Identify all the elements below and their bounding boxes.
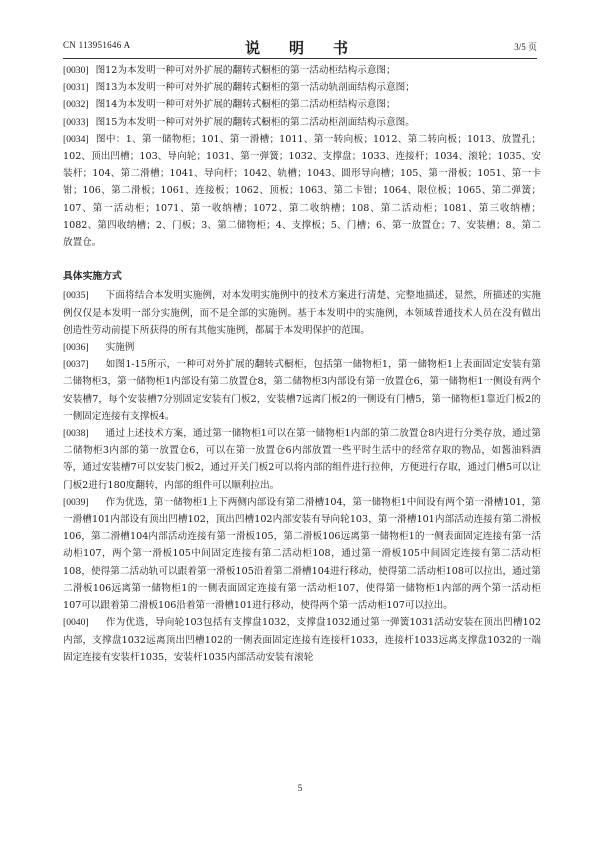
paragraph-number: [0031] bbox=[63, 82, 89, 94]
paragraph bbox=[63, 494, 541, 614]
document-id: CN 113951646 A bbox=[63, 40, 131, 50]
paragraph-text: 图14为本发明一种可对外扩展的翻转式橱柜的第二活动柜结构示意图； bbox=[95, 99, 396, 111]
paragraph-text: 图中：1、第一储物柜；101、第一滑槽；1011、第一转向板；1012、第二转向板；1013、放置孔；102、顶出凹槽；103、导向轮；1031、第一弹簧；1032、支撑盘；1033、连接杆；1034、滚轮；1035、安装杆；104、第二滑槽；1041、导向杆；1042、轨槽；1043、圆形导向槽；105、第一滑板；1051、第一卡钳；106、第二滑板；1061、连接板；1062、顶板；1063、第二卡钳；1064、限位板；1065、第二弹簧；107、第一活动柜；1071、第一收纳槽；1072、第二收纳槽；108、第二活动柜；1081、第三收纳槽；1082、第四收纳槽；2、门板；3、第二储物柜；4、支撑板；5、门槽；6、第一放置仓；7、安装槽；8、第二放置仓。 bbox=[63, 133, 541, 249]
section-title: 具体实施方式 bbox=[63, 271, 122, 283]
paragraph-text: 通过上述技术方案，通过第一储物柜1可以在第一储物柜1内部的第二放置仓8内进行分类存放，通过第二储物柜3内部的第一放置仓6，可以在第一放置仓6内部放置一些平时生活中的经常存取的物品，如酱油料酒等，通过安装槽7可以安装门板2，通过开关门板2可以将内部的组件进行拉伸，方便进行存取，通过门槽5可以让门板2进行180度翻转，内部的组件可以顺利拉出。 bbox=[63, 428, 541, 491]
paragraph-number: [0030] bbox=[63, 65, 89, 76]
embodiment-list bbox=[63, 287, 541, 665]
paragraph bbox=[63, 356, 541, 425]
paragraph-number: [0034] bbox=[63, 133, 89, 145]
page-ratio: 3/5 页 bbox=[514, 42, 537, 52]
paragraph-number: [0036] bbox=[63, 342, 89, 354]
figure-list bbox=[63, 62, 541, 251]
paragraph bbox=[63, 62, 541, 79]
paragraph-number: [0035] bbox=[63, 290, 89, 302]
paragraph bbox=[63, 96, 541, 113]
paragraph-text: 实施例 bbox=[105, 342, 135, 354]
paragraph bbox=[63, 425, 541, 494]
paragraph-text: 下面将结合本发明实施例，对本发明实施例中的技术方案进行清楚、完整地描述，显然，所描述的实施例仅仅是本发明一部分实施例，而不是全部的实施例。基于本发明中的实施例，本领域普通技术人员在没有做出创造性劳动前提下所获得的所有其他实施例，都属于本发明保护的范围。 bbox=[63, 290, 541, 336]
paragraph-text: 作为优选，导向轮103包括有支撑盘1032，支撑盘1032通过第一弹簧1031活动安装在顶出凹槽102内部，支撑盘1032远离顶出凹槽102的一侧表面固定连接有连接杆1033，连接杆1033远离支撑盘1032的一端固定连接有安装杆1035，安装杆1035内部活动安装有滚轮 bbox=[63, 617, 541, 663]
header-rule bbox=[63, 58, 537, 59]
paragraph bbox=[63, 114, 541, 131]
paragraph bbox=[63, 614, 541, 666]
paragraph-text: 作为优选，第一储物柜1上下两侧内部设有第二滑槽104，第一储物柜1中间设有两个第一滑槽101，第一滑槽101内部设有顶出凹槽102，顶出凹槽102内部安装有导向轮103，第一滑槽101内部活动连接有第二滑板106，第二滑槽104内部活动连接有第一滑板105，第二滑板106远离第一储物柜1的一侧表面固定连接有第一活动柜107，两个第一滑板105中间固定连接有第二活动柜108，通过第一滑板105中间固定连接有第二活动柜108，使得第二活动轨可以跟着第一滑板105沿着第二滑槽104进行移动，使得第二活动柜108可以拉出，通过第二滑板106远离第一储物柜1的一侧表面固定连接有第一活动柜107，使得第一储物柜1内部的两个第一活动柜107可以跟着第二滑板106沿着第一滑槽101进行移动，使得两个第一活动柜107可以拉出。 bbox=[63, 496, 541, 612]
paragraph bbox=[63, 339, 541, 356]
paragraph bbox=[63, 131, 541, 251]
page-number: 5 bbox=[297, 783, 303, 793]
paragraph bbox=[63, 79, 541, 96]
paragraph-number: [0033] bbox=[63, 116, 89, 128]
paragraph-number: [0039] bbox=[63, 496, 89, 508]
page-header bbox=[63, 37, 537, 57]
paragraph-text: 图12为本发明一种可对外扩展的翻转式橱柜的第一活动柜结构示意图； bbox=[95, 65, 396, 76]
paragraph-number: [0037] bbox=[63, 359, 89, 371]
document-title: 说 明 书 bbox=[244, 39, 355, 57]
document-body bbox=[63, 62, 541, 666]
paragraph-text: 如图1-15所示，一种可对外扩展的翻转式橱柜，包括第一储物柜1，第一储物柜1上表面固定安装有第二储物柜3，第一储物柜1内部设有第二放置仓8，第二储物柜3内部设有第一放置仓6，第一储物柜1一侧设有两个安装槽7，每个安装槽7分别固定安装有门板2，安装槽7远离门板2的一侧设有门槽5，第一储物柜1靠近门板2的一侧固定连接有支撑板4。 bbox=[63, 359, 541, 422]
paragraph-text: 图15为本发明一种可对外扩展的翻转式橱柜的第二活动柜剖面结构示意图。 bbox=[95, 116, 415, 128]
paragraph-text: 图13为本发明一种可对外扩展的翻转式橱柜的第一活动轨剖面结构示意图； bbox=[95, 82, 415, 94]
paragraph-number: [0040] bbox=[63, 617, 89, 629]
paragraph-number: [0032] bbox=[63, 99, 89, 111]
paragraph bbox=[63, 287, 541, 339]
paragraph-number: [0038] bbox=[63, 428, 89, 440]
